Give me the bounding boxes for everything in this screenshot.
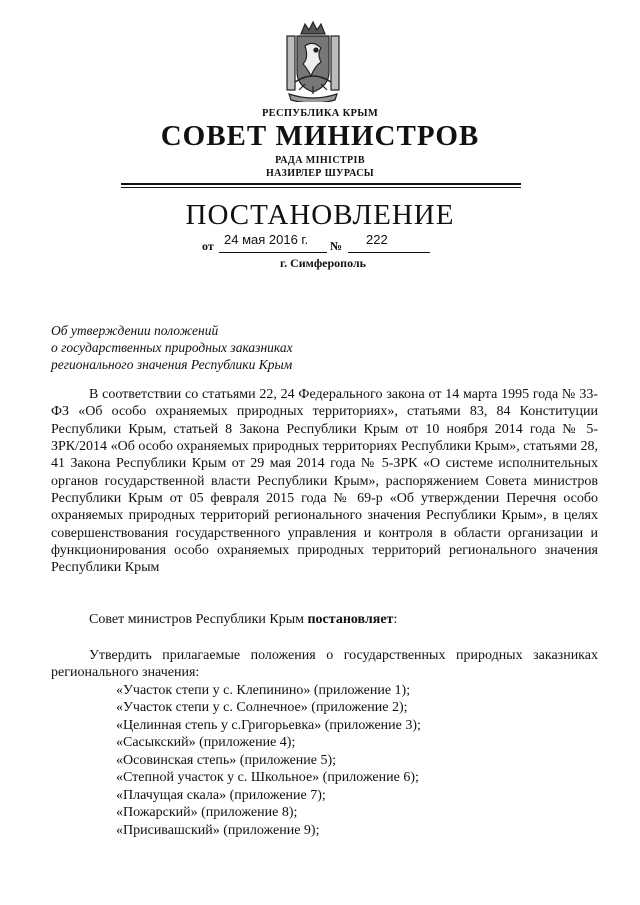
- reserve-list: [116, 682, 421, 839]
- header-divider-thick: [121, 183, 521, 185]
- subject-line: Об утверждении положений: [51, 323, 219, 338]
- subject-line: регионального значения Республики Крым: [51, 357, 293, 372]
- decree-city: г. Симферополь: [280, 256, 366, 270]
- list-item: «Степной участок у с. Школьное» (приложение 6);: [116, 770, 419, 786]
- council-title: СОВЕТ МИНИСТРОВ: [160, 120, 480, 152]
- date-prefix: от: [202, 239, 214, 253]
- decree-date: 24 мая 2016 г.: [224, 232, 309, 247]
- list-item: «Плачущая скала» (приложение 7);: [116, 787, 326, 803]
- date-underline: [219, 252, 327, 253]
- subject-line: о государственных природных заказниках: [51, 340, 293, 355]
- operative-colon: :: [393, 612, 398, 627]
- decree-number: 222: [366, 232, 388, 247]
- republic-name: РЕСПУБЛИКА КРЫМ: [261, 108, 379, 119]
- approve-paragraph: [51, 647, 598, 682]
- approve-text: Утвердить прилагаемые положения о государственных природных заказниках регионального значения:: [51, 648, 598, 681]
- document-type-title: ПОСТАНОВЛЕНИЕ: [185, 199, 455, 231]
- list-item: «Участок степи у с. Солнечное» (приложение 2);: [116, 700, 408, 716]
- list-item: «Участок степи у с. Клепинино» (приложение 1);: [116, 683, 411, 698]
- header-divider-thin: [121, 187, 521, 188]
- list-item: «Сасыкский» (приложение 4);: [116, 735, 296, 751]
- decree-date-number-row: [0, 232, 640, 270]
- preamble-paragraph: [51, 386, 598, 577]
- number-underline: [348, 252, 430, 253]
- coat-of-arms-emblem: [283, 20, 343, 102]
- preamble-text: В соответствии со статьями 22, 24 Федерального закона от 14 марта 1995 года № 33-ФЗ «Об особо охраняемых природных территориях», статьями 83, 84 Конституции Республики Крым, статьей 8 Закона Республики Крым от 10 ноября 2014 года № 5-ЗРК/2014 «Об особо охраняемых природных территориях Республики Крым», статьями 28, 41 Закона Республики Крым от 29 мая 2014 года № 5-ЗРК «О системе исполнительных органов государственной власти Республики Крым», распоряжением Совета министров Республики Крым от 05 февраля 2015 года № 69-р «Об утверждении Перечня особо охраняемых природных территорий регионального значения Республики Крым», в целях совершенствования государственного управления и контроля в области организации и функционирования особо охраняемых природных территорий регионального значения Республики Крым: [51, 387, 598, 576]
- operative-prefix: Совет министров Республики Крым: [89, 612, 308, 627]
- list-item: «Осовинская степь» (приложение 5);: [116, 752, 337, 768]
- number-sign: №: [330, 239, 343, 253]
- decree-subject: [51, 322, 293, 373]
- list-item: «Присивашский» (приложение 9);: [116, 822, 320, 838]
- council-title-crimean-tatar: НАЗИРЛЕР ШУРАСЫ: [265, 168, 375, 179]
- operative-verb: постановляет: [307, 612, 394, 627]
- council-title-ukrainian: РАДА МІНІСТРІВ: [275, 155, 365, 166]
- operative-clause: [89, 611, 397, 628]
- list-item: «Целинная степь у с.Григорьевка» (приложение 3);: [116, 717, 421, 733]
- list-item: «Пожарский» (приложение 8);: [116, 805, 298, 821]
